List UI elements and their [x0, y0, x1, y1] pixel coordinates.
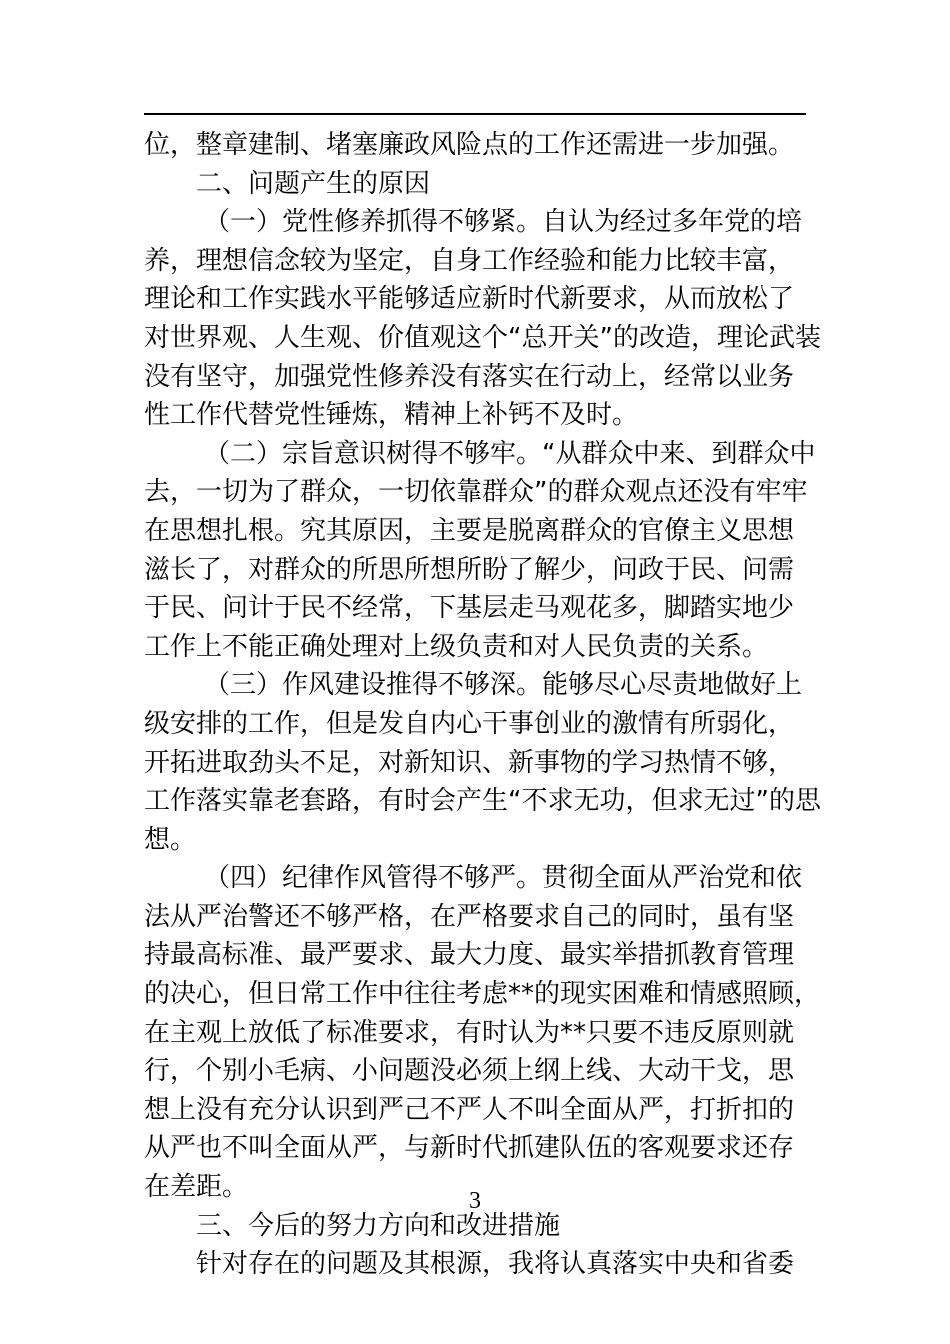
text-line: （三）作风建设推得不够深。能够尽心尽责地做好上: [204, 670, 803, 701]
text-line: 位，整章建制、堵塞廉政风险点的工作还需进一步加强。: [144, 130, 795, 160]
text-line: 没有坚守，加强党性修养没有落实在行动上，经常以业务: [144, 361, 795, 392]
text-line: 工作上不能正确处理对上级负责和对人民负责的关系。: [144, 631, 769, 662]
text-line: （四）纪律作风管得不够严。贯彻全面从严治党和依: [204, 863, 803, 894]
text-line: 级安排的工作，但是发自内心干事创业的激情有所弱化，: [144, 708, 795, 739]
text-line: 于民、问计于民不经常，下基层走马观花多，脚踏实地少: [144, 593, 795, 624]
text-line: 在思想扎根。究其原因，主要是脱离群众的官僚主义思想: [144, 515, 795, 546]
text-line: （一）党性修养抓得不够紧。自认为经过多年党的培: [204, 207, 803, 238]
text-line: 去，一切为了群众，一切依靠群众”的群众观点还没有牢牢: [144, 477, 808, 508]
text-line: 针对存在的问题及其根源，我将认真落实中央和省委: [196, 1249, 795, 1280]
text-line: 在差距。: [144, 1172, 249, 1203]
text-line: 性工作代替党性锤炼，精神上补钙不及时。: [144, 400, 639, 431]
section-heading-reasons: 二、问题产生的原因: [196, 168, 431, 199]
header-rule: [144, 113, 806, 115]
text-line: 行，个别小毛病、小问题没必须上纲上线、大动干戈，思: [144, 1056, 795, 1087]
text-line: 工作落实靠老套路，有时会产生“不求无功，但求无过”的思: [144, 786, 821, 817]
text-line: 想。: [144, 824, 197, 855]
text-line: 法从严治警还不够严格，在严格要求自己的同时，虽有坚: [144, 901, 795, 932]
text-line: 理论和工作实践水平能够适应新时代新要求，从而放松了: [144, 284, 795, 315]
text-line: 养，理想信念较为坚定，自身工作经验和能力比较丰富，: [144, 245, 795, 276]
text-line: （二）宗旨意识树得不够牢。“从群众中来、到群众中: [204, 438, 816, 469]
text-line: 在主观上放低了标准要求，有时认为**只要不违反原则就: [144, 1017, 795, 1048]
text-line: 滋长了，对群众的所思所想所盼了解少，问政于民、问需: [144, 554, 795, 585]
text-line: 对世界观、人生观、价值观这个“总开关”的改造，理论武装: [144, 322, 821, 353]
page-number: 3: [469, 1188, 481, 1214]
text-line: 从严也不叫全面从严，与新时代抓建队伍的客观要求还存: [144, 1133, 795, 1164]
text-line: 持最高标准、最严要求、最大力度、最实举措抓教育管理: [144, 940, 795, 971]
text-line: 想上没有充分认识到严己不严人不叫全面从严，打折扣的: [144, 1094, 795, 1125]
section-heading-measures: 三、今后的努力方向和改进措施: [196, 1210, 561, 1241]
text-line: 的决心，但日常工作中往往考虑**的现实困难和情感照顾，: [144, 979, 821, 1010]
text-line: 开拓进取劲头不足，对新知识、新事物的学习热情不够，: [144, 747, 795, 778]
body-text: [144, 126, 834, 1284]
